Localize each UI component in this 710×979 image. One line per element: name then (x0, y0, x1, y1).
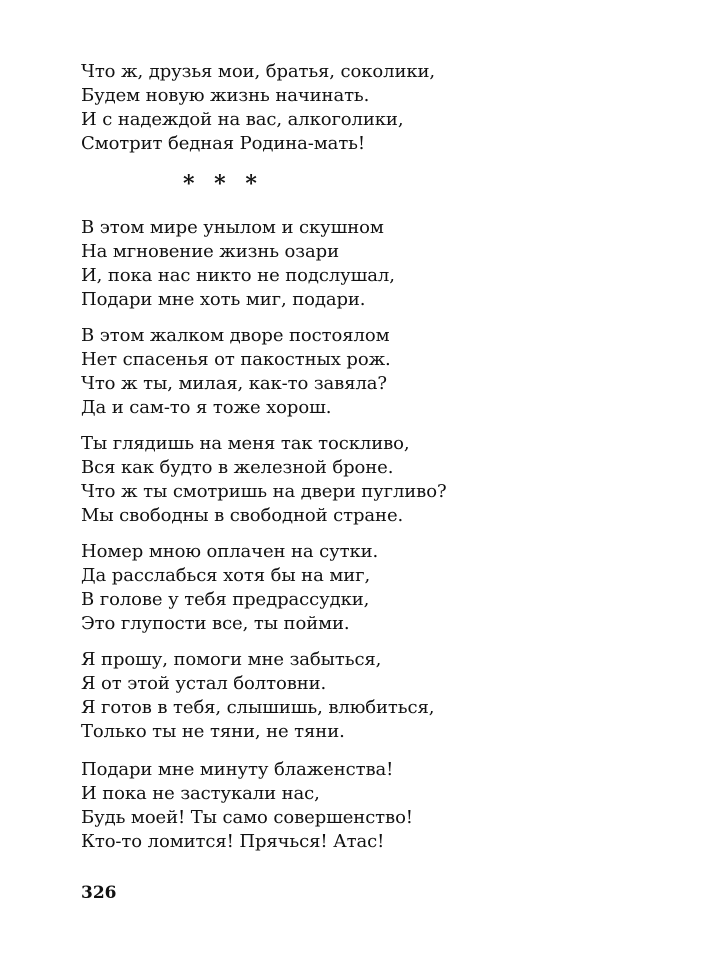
verse-line: Я прошу, помоги мне забыться, (81, 649, 382, 670)
verse-line: В этом мире унылом и скушном (81, 217, 384, 238)
section-separator: * * * (183, 171, 263, 197)
verse-line: Что ж, друзья мои, братья, соколики, (81, 61, 436, 82)
verse-line: Будь моей! Ты само совершенство! (81, 807, 413, 828)
verse-line: Я от этой устал болтовни. (81, 673, 327, 694)
verse-line: Будем новую жизнь начинать. (81, 85, 370, 106)
verse-line: Ты глядишь на меня так тоскливо, (81, 433, 410, 454)
verse-line: Кто-то ломится! Прячься! Атас! (81, 831, 385, 852)
verse-line: Номер мною оплачен на сутки. (81, 541, 379, 562)
verse-line: Только ты не тяни, не тяни. (81, 721, 345, 742)
verse-line: В этом жалком дворе постоялом (81, 325, 390, 346)
verse-line: Да и сам-то я тоже хорош. (81, 397, 332, 418)
verse-line: И с надеждой на вас, алкоголики, (81, 109, 404, 130)
verse-line: На мгновение жизнь озари (81, 241, 339, 262)
verse-line: Подари мне минуту блаженства! (81, 759, 394, 780)
verse-line: Да расслабься хотя бы на миг, (81, 565, 371, 586)
verse-line: Что ж ты смотришь на двери пугливо? (81, 481, 447, 502)
verse-line: Что ж ты, милая, как-то завяла? (81, 373, 387, 394)
verse-line: В голове у тебя предрассудки, (81, 589, 370, 610)
verse-line: Подари мне хоть миг, подари. (81, 289, 366, 310)
verse-line: Мы свободны в свободной стране. (81, 505, 404, 526)
verse-line: И, пока нас никто не подслушал, (81, 265, 395, 286)
page-number: 326 (81, 883, 117, 903)
verse-line: Это глупости все, ты пойми. (81, 613, 350, 634)
verse-line: Вся как будто в железной броне. (81, 457, 394, 478)
verse-line: Смотрит бедная Родина-мать! (81, 133, 366, 154)
verse-line: Нет спасенья от пакостных рож. (81, 349, 391, 370)
verse-line: Я готов в тебя, слышишь, влюбиться, (81, 697, 435, 718)
verse-line: И пока не застукали нас, (81, 783, 320, 804)
